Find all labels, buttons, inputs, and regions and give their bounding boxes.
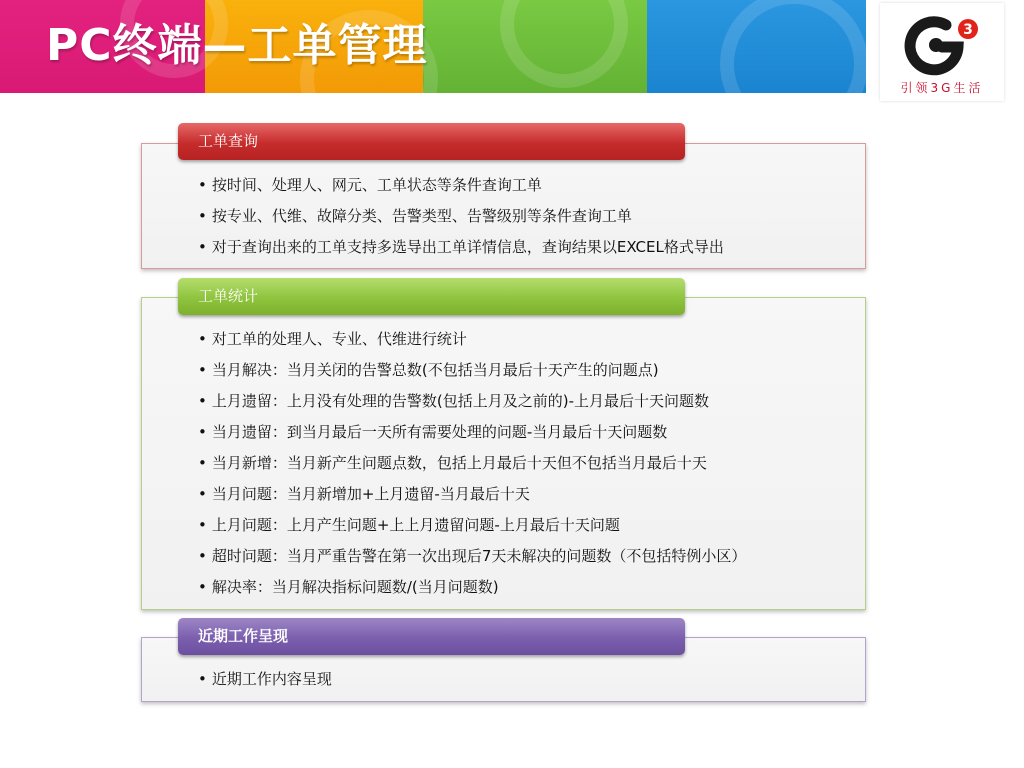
list-item: • 当月解决：当月关闭的告警总数(不包括当月最后十天产生的问题点) — [198, 355, 746, 386]
list-item: • 解决率：当月解决指标问题数/(当月问题数) — [198, 572, 746, 603]
section-list-statistics — [198, 324, 746, 603]
decorative-swirl — [720, 0, 866, 93]
section-list-recent-work — [198, 664, 332, 695]
logo-badge-number: 3 — [963, 22, 973, 38]
list-item: • 当月问题：当月新增加+上月遗留-当月最后十天 — [198, 479, 746, 510]
list-item: • 按时间、处理人、网元、工单状态等条件查询工单 — [198, 170, 724, 201]
section-header-statistics: 工单统计 — [178, 278, 685, 315]
section-list-query — [198, 170, 724, 263]
list-item: • 上月遗留：上月没有处理的告警数(包括上月及之前的)-上月最后十天问题数 — [198, 386, 746, 417]
section-header-query: 工单查询 — [178, 123, 685, 160]
brand-logo — [880, 3, 1004, 101]
list-item: • 按专业、代维、故障分类、告警类型、告警级别等条件查询工单 — [198, 201, 724, 232]
list-item: • 对于查询出来的工单支持多选导出工单详情信息，查询结果以EXCEL格式导出 — [198, 232, 724, 263]
list-item: • 当月新增：当月新产生问题点数，包括上月最后十天但不包括当月最后十天 — [198, 448, 746, 479]
g3-logo-icon — [902, 11, 982, 77]
logo-tagline: 引领3G生活 — [900, 81, 984, 95]
page-title: PC终端—工单管理 — [46, 20, 428, 71]
section-header-recent-work: 近期工作呈现 — [178, 618, 685, 655]
list-item: • 对工单的处理人、专业、代维进行统计 — [198, 324, 746, 355]
list-item: • 近期工作内容呈现 — [198, 664, 332, 695]
list-item: • 上月问题：上月产生问题+上上月遗留问题-上月最后十天问题 — [198, 510, 746, 541]
list-item: • 超时问题：当月严重告警在第一次出现后7天未解决的问题数（不包括特例小区） — [198, 541, 746, 572]
list-item: • 当月遗留：到当月最后一天所有需要处理的问题-当月最后十天问题数 — [198, 417, 746, 448]
header-banner — [0, 0, 866, 93]
